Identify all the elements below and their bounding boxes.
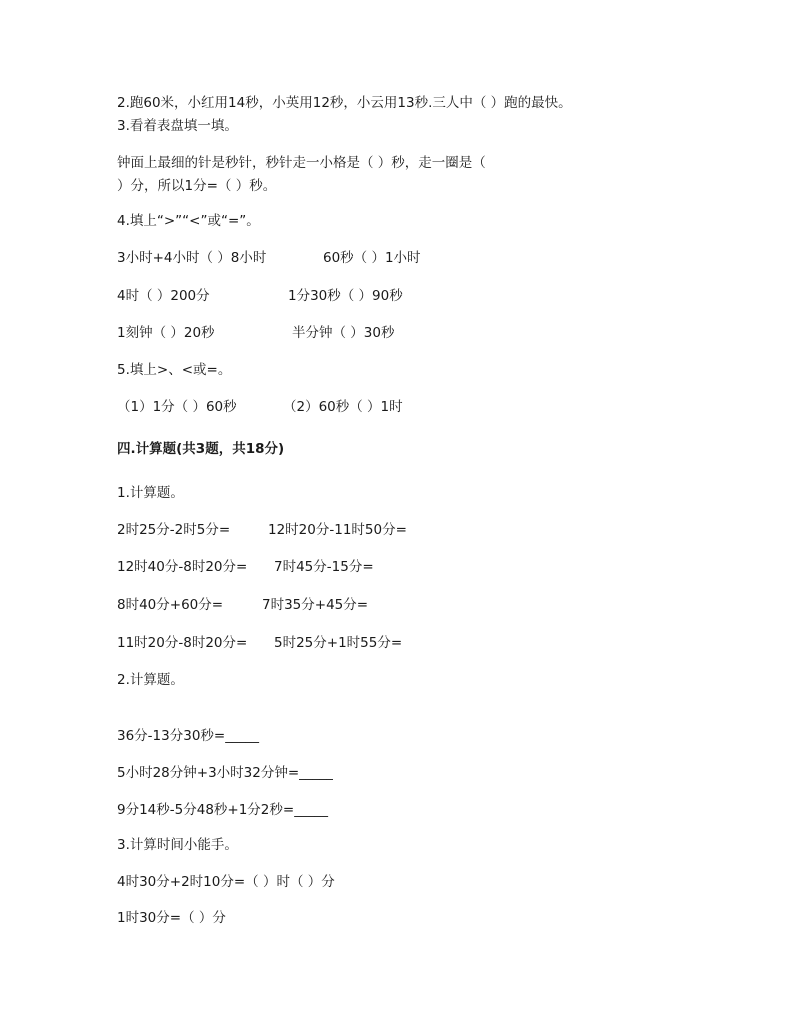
calc-1-row-left: 8时40分+60分= xyxy=(117,597,224,613)
calc-2-item: 36分-13分30秒=_____ xyxy=(117,728,259,744)
calc-1-row-right: 12时20分-11时50分= xyxy=(268,522,407,538)
calc-1-title: 1.计算题。 xyxy=(117,485,184,501)
section-4-heading: 四.计算题(共3题，共18分) xyxy=(117,441,285,457)
question-3-line-2: ）分，所以1分=（ ）秒。 xyxy=(117,178,277,194)
calc-3-title: 3.计算时间小能手。 xyxy=(117,837,238,853)
question-5-right: （2）60秒（ ）1时 xyxy=(283,399,403,415)
calc-1-row-right: 7时45分-15分= xyxy=(274,559,374,575)
question-5-title: 5.填上>、<或=。 xyxy=(117,362,232,378)
question-3-title: 3.看着表盘填一填。 xyxy=(117,118,238,134)
calc-3-item: 1时30分=（ ）分 xyxy=(117,910,226,926)
calc-1-row xyxy=(117,521,407,539)
calc-1-row-right: 7时35分+45分= xyxy=(262,597,369,613)
question-2-text: 2.跑60米，小红用14秒，小英用12秒，小云用13秒.三人中（ ）跑的最快。 xyxy=(117,95,572,111)
question-4-row xyxy=(117,249,421,267)
calc-2-item: 9分14秒-5分48秒+1分2秒=_____ xyxy=(117,802,328,818)
calc-1-row xyxy=(117,634,403,652)
calc-1-row xyxy=(117,558,374,576)
question-3-line-1: 钟面上最细的针是秒针，秒针走一小格是（ ）秒，走一圈是（ xyxy=(117,155,486,171)
question-5-row xyxy=(117,398,403,416)
question-4-row-right: 1分30秒（ ）90秒 xyxy=(288,288,403,304)
question-4-row-right: 60秒（ ）1小时 xyxy=(323,250,421,266)
question-4-title: 4.填上“>”“<”或“=”。 xyxy=(117,213,260,229)
calc-3-item: 4时30分+2时10分=（ ）时（ ）分 xyxy=(117,874,335,890)
question-4-row-left: 3小时+4小时（ ）8小时 xyxy=(117,250,267,266)
calc-1-row xyxy=(117,596,369,614)
question-4-row-left: 1刻钟（ ）20秒 xyxy=(117,325,215,341)
question-5-left: （1）1分（ ）60秒 xyxy=(117,399,237,415)
question-4-row-right: 半分钟（ ）30秒 xyxy=(292,325,395,341)
calc-2-item: 5小时28分钟+3小时32分钟=_____ xyxy=(117,765,333,781)
question-4-row xyxy=(117,287,403,305)
calc-1-row-right: 5时25分+1时55分= xyxy=(274,635,403,651)
calc-1-row-left: 2时25分-2时5分= xyxy=(117,522,231,538)
question-4-row-left: 4时（ ）200分 xyxy=(117,288,210,304)
calc-1-row-left: 11时20分-8时20分= xyxy=(117,635,248,651)
question-4-row xyxy=(117,324,395,342)
calc-2-title: 2.计算题。 xyxy=(117,672,184,688)
calc-1-row-left: 12时40分-8时20分= xyxy=(117,559,248,575)
